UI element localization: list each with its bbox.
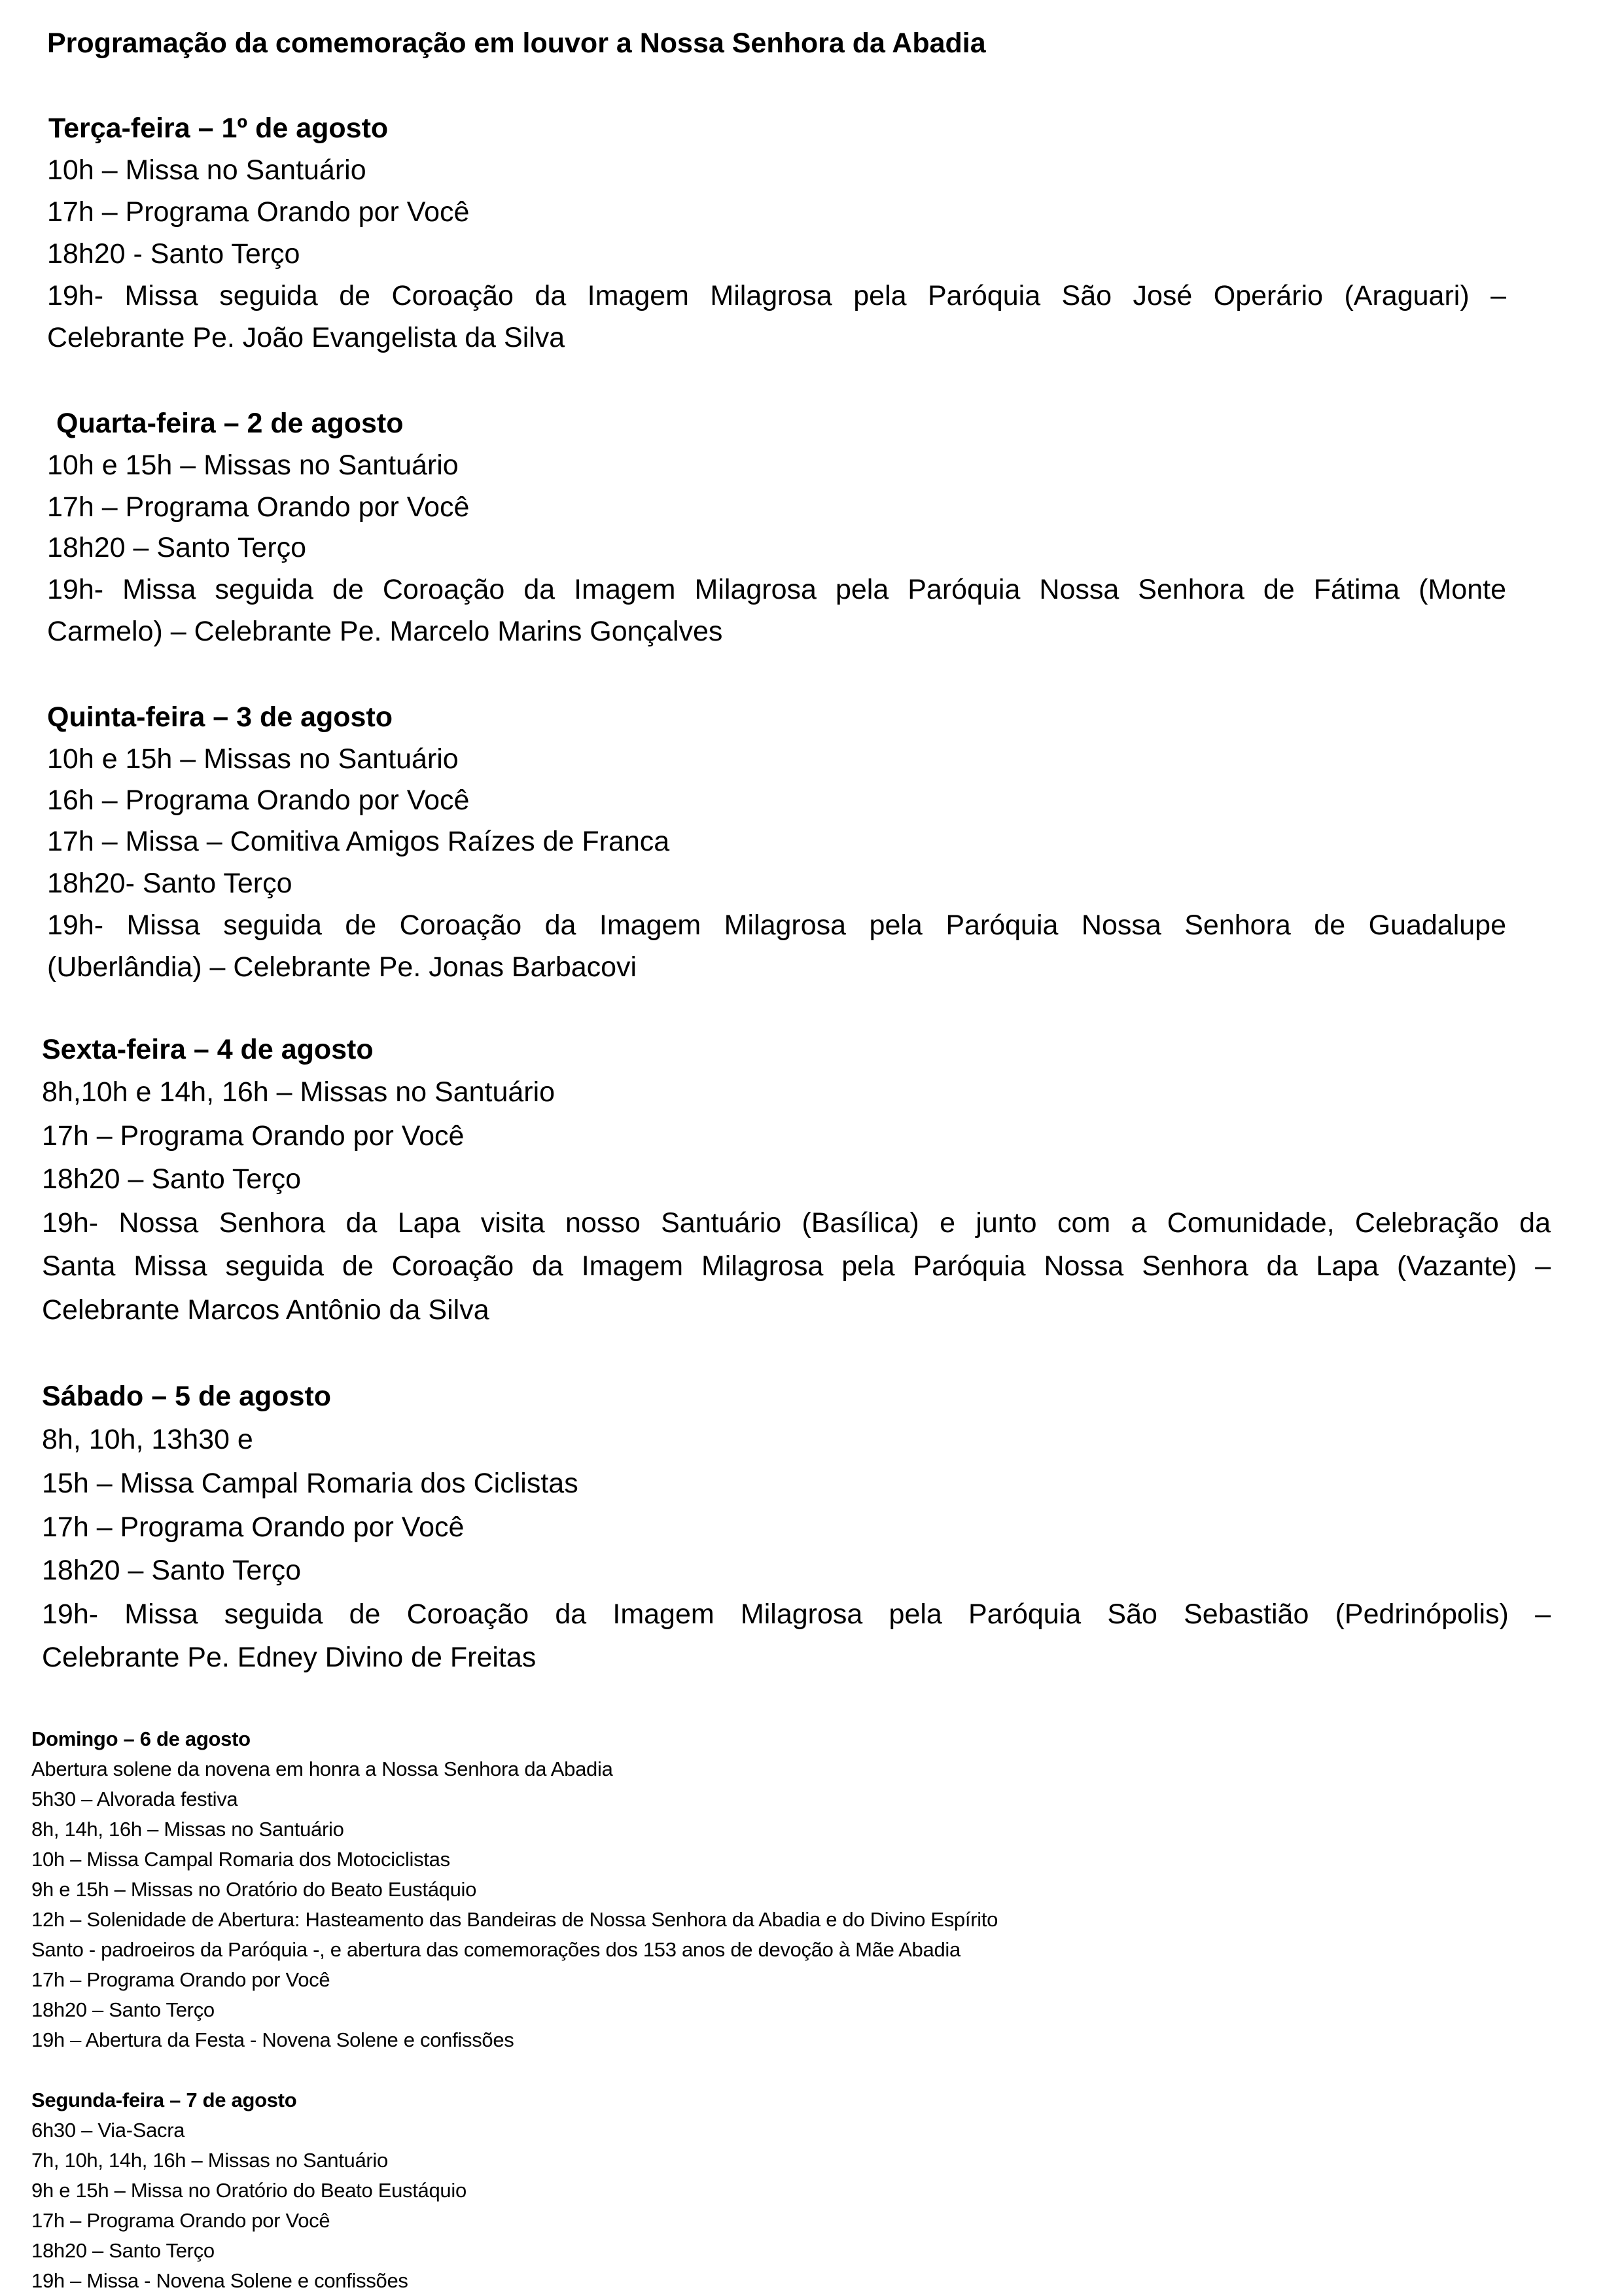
schedule-line: 15h – Missa Campal Romaria dos Ciclistas [42,1468,578,1499]
schedule-line: 19h- Missa seguida de Coroação da Imagem Milagrosa pela Paróquia São Sebastião (Pedrinópolis) – [42,1598,1551,1630]
schedule-line: 9h e 15h – Missa no Oratório do Beato Eustáquio [31,2179,467,2202]
day-heading-sexta: Sexta-feira – 4 de agosto [42,1034,374,1065]
schedule-line: 10h e 15h – Missas no Santuário [47,743,459,775]
schedule-line: 16h – Programa Orando por Você [47,785,470,816]
schedule-line: 5h30 – Alvorada festiva [31,1788,238,1810]
schedule-line: 17h – Programa Orando por Você [42,1120,465,1152]
schedule-line: 18h20 – Santo Terço [31,2239,215,2262]
schedule-line: 19h- Nossa Senhora da Lapa visita nosso Santuário (Basílica) e junto com a Comunidade, Celebração da [42,1207,1551,1239]
schedule-line: 10h e 15h – Missas no Santuário [47,450,459,481]
document-title: Programação da comemoração em louvor a Nossa Senhora da Abadia [47,27,986,59]
schedule-line: Abertura solene da novena em honra a Nossa Senhora da Abadia [31,1757,613,1780]
day-heading-terca: Terça-feira – 1º de agosto [48,113,389,144]
schedule-line: 17h – Programa Orando por Você [47,491,470,523]
schedule-line: 10h – Missa Campal Romaria dos Motociclistas [31,1848,450,1871]
schedule-line: 18h20 – Santo Terço [42,1555,302,1586]
schedule-line: 10h – Missa no Santuário [47,154,366,186]
day-heading-quarta: Quarta-feira – 2 de agosto [56,408,404,439]
schedule-line: Celebrante Marcos Antônio da Silva [42,1294,489,1326]
day-heading-domingo: Domingo – 6 de agosto [31,1727,251,1750]
schedule-line: Santa Missa seguida de Coroação da Imagem Milagrosa pela Paróquia Nossa Senhora da Lapa (Vazante) – [42,1250,1551,1282]
schedule-line: Celebrante Pe. João Evangelista da Silva [47,322,565,353]
schedule-line: 17h – Programa Orando por Você [31,1968,330,1991]
schedule-line: 8h, 14h, 16h – Missas no Santuário [31,1818,344,1841]
day-heading-segunda: Segunda-feira – 7 de agosto [31,2089,297,2111]
schedule-line: 8h, 10h, 13h30 e [42,1424,253,1455]
schedule-line: 17h – Programa Orando por Você [31,2209,330,2232]
schedule-line: 18h20 – Santo Terço [31,1998,215,2021]
day-heading-sabado: Sábado – 5 de agosto [42,1381,332,1412]
day-heading-quinta: Quinta-feira – 3 de agosto [47,701,393,733]
schedule-line: 19h- Missa seguida de Coroação da Imagem Milagrosa pela Paróquia São José Operário (Araguari) – [47,280,1506,311]
schedule-line: 17h – Missa – Comitiva Amigos Raízes de Franca [47,826,670,857]
schedule-line: 19h- Missa seguida de Coroação da Imagem Milagrosa pela Paróquia Nossa Senhora de Fátima (Monte [47,574,1506,605]
schedule-line: (Uberlândia) – Celebrante Pe. Jonas Barbacovi [47,951,637,983]
schedule-line: 18h20 - Santo Terço [47,238,300,270]
schedule-line: 18h20 – Santo Terço [47,532,307,563]
schedule-line: 17h – Programa Orando por Você [47,196,470,228]
schedule-line: 18h20 – Santo Terço [42,1163,302,1195]
schedule-line: 17h – Programa Orando por Você [42,1511,465,1543]
schedule-line: 18h20- Santo Terço [47,868,292,899]
schedule-line: 19h- Missa seguida de Coroação da Imagem Milagrosa pela Paróquia Nossa Senhora de Guadalupe [47,910,1506,941]
schedule-line: Santo - padroeiros da Paróquia -, e abertura das comemorações dos 153 anos de devoção à Mãe Abadia [31,1938,961,1961]
schedule-line: 9h e 15h – Missas no Oratório do Beato Eustáquio [31,1878,477,1901]
schedule-line: 8h,10h e 14h, 16h – Missas no Santuário [42,1076,555,1108]
schedule-line: 19h – Abertura da Festa - Novena Solene e confissões [31,2028,514,2051]
schedule-line: 7h, 10h, 14h, 16h – Missas no Santuário [31,2149,388,2172]
schedule-line: 6h30 – Via-Sacra [31,2119,185,2142]
schedule-line: 19h – Missa - Novena Solene e confissões [31,2269,408,2292]
schedule-line: Celebrante Pe. Edney Divino de Freitas [42,1642,537,1673]
schedule-line: 12h – Solenidade de Abertura: Hasteamento das Bandeiras de Nossa Senhora da Abadia e do Divino Espírito [31,1908,998,1931]
schedule-line: Carmelo) – Celebrante Pe. Marcelo Marins Gonçalves [47,616,723,647]
